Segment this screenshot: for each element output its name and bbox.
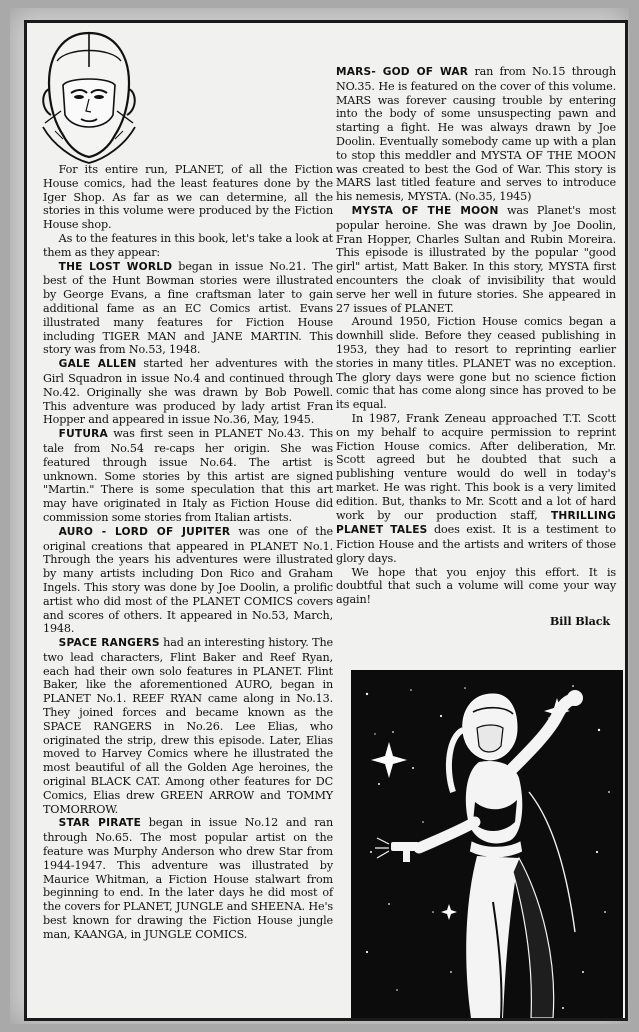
auro-text: was one of the original creations that appeared in PLANET No.1. Through the years his adventures were illustrated by many artists including Don Rico and Graham Ingels. This story was done by Joe Doolin, a prolific artist who did most of the PLANET COMICS covers and scores of others. It appeared in No.53, March, 1948.	[43, 524, 333, 636]
text-panel	[24, 20, 628, 1021]
lost-world-heading: THE LOST WORLD	[58, 260, 173, 273]
futura-paragraph	[43, 427, 333, 525]
mysta-paragraph	[336, 204, 616, 315]
gale-allen-paragraph	[43, 357, 333, 427]
auro-heading: AURO - LORD OF JUPITER	[58, 525, 231, 538]
mysta-heading: MYSTA OF THE MOON	[351, 204, 499, 217]
mars-heading: MARS- GOD OF WAR	[336, 66, 469, 78]
mysta-text: was Planet's most popular heroine. She was drawn by Joe Doolin, Fran Hopper, Charles Sultan and Rubin Moreira. This episode is illustrated by the popular "good girl" artist, Matt Baker. In this story, MYSTA first encounters the cloak of invisibility that would serve her well in future stories. She appeared in 27 issues of PLANET.	[336, 203, 616, 315]
helmeted-heroine-portrait-icon	[33, 27, 145, 165]
book-title: THRILLING PLANET TALES	[336, 509, 616, 537]
reprint-history-paragraph	[336, 412, 616, 566]
left-column	[43, 163, 333, 942]
lost-world-text: began in issue No.21. The best of the Hunt Bowman stories were illustrated by George Evans, a fine craftsman later to gain additional fame as an EC Comics artist. Evans illustrated many features for Fiction House including TIGER MAN and JANE MARTIN. This story was from No.53, 1948.	[43, 259, 333, 357]
reprint-text-a: In 1987, Frank Zeneau approached T.T. Scott on my behalf to acquire permission to reprint Fiction House comics. After deliberation, Mr. Scott agreed but he doubted that such a publishing venture would do well in today's market. He was right. This book is a very limited edition. But, thanks to Mr. Scott and a lot of hard work by our production staff,	[336, 411, 616, 522]
gale-allen-text: started her adventures with the Girl Squadron in issue No.4 and continued through No.42. Originally she was drawn by Bob Powell. This adventure was produced by lady artist Fran Hopper and appeared in issue No.36, May, 1945.	[43, 357, 333, 427]
right-column	[336, 65, 616, 629]
intro-paragraph-2: As to the features in this book, let's take a look at them as they appear:	[43, 231, 333, 259]
futura-text: was first seen in PLANET No.43. This tale from No.54 re-caps her origin. She was featured through issue No.64. The artist is unknown. Some stories by this artist are signed "Martin." There is some speculation that this art may have originated in Italy as Fiction House did commission some stories from Italian artists.	[43, 427, 333, 524]
fiction-house-decline-paragraph: Around 1950, Fiction House comics began a downhill slide. Before they ceased publishing in 1953, they had to resort to reprinting earlier stories in many titles. PLANET was no exception. The glory days were gone but no science fiction comic that has come along since has proved to be its equal.	[336, 315, 616, 412]
space-rangers-heading: SPACE RANGERS	[58, 637, 160, 650]
gale-allen-heading: GALE ALLEN	[58, 358, 137, 371]
auro-paragraph	[43, 525, 333, 636]
star-pirate-heading: STAR PIRATE	[58, 817, 142, 830]
reprint-text-b: does exist. It is a testiment to Fiction House and the artists and writers of those glory days.	[336, 523, 616, 565]
space-rangers-text: had an interesting history. The two lead characters, Flint Baker and Reef Ryan, each had their own solo features in PLANET. Flint Baker, like the aforementioned AURO, began in PLANET No.1. REEF RYAN came along in No.13. They joined forces and became known as the SPACE RANGERS in No.26. Lee Elias, who originated the strip, drew this episode. Later, Elias moved to Harvey Comics where he illustrated the most beautiful of all the Golden Age heroines, the original BLACK CAT. Among other features for DC Comics, Elias drew GREEN ARROW and TOMMY TOMORROW.	[43, 636, 333, 816]
star-pirate-paragraph	[43, 816, 333, 941]
space-rangers-paragraph	[43, 636, 333, 816]
signature: Bill Black	[549, 614, 610, 629]
futura-heading: FUTURA	[58, 428, 108, 441]
book-page	[10, 8, 629, 1024]
mars-paragraph	[336, 65, 616, 204]
intro-paragraph: For its entire run, PLANET, of all the Fiction House comics, had the least features done by the Iger Shop. As far as we can determine, all the stories in this volume were produced by the Fiction House shop.	[43, 163, 333, 232]
mars-text: ran from No.15 through NO.35. He is featured on the cover of this volume. MARS was forever causing trouble by entering into the body of some unsuspecting pawn and starting a fight. He was always drawn by Joe Doolin. Eventually somebody came up with a plan to stop this meddler and MYSTA OF THE MOON was created to best the God of War. This story is MARS last titled feature and serves to introduce his nemesis, MYSTA. (No.35, 1945)	[336, 65, 616, 204]
lost-world-paragraph	[43, 260, 333, 358]
space-heroine-illustration-icon	[351, 670, 623, 1021]
star-pirate-text: began in issue No.12 and ran through No.65. The most popular artist on the feature was Murphy Anderson who drew Star from 1944-1947. This adventure was illustrated by Maurice Whitman, a Fiction House stalwart from beginning to end. In the later days he did most of the covers for PLANET, JUNGLE and SHEENA. He's best known for drawing the Fiction House jungle man, KAANGA, in JUNGLE COMICS.	[43, 816, 334, 941]
closing-paragraph: We hope that you enjoy this effort. It is doubtful that such a volume will come your way again!	[336, 565, 616, 607]
